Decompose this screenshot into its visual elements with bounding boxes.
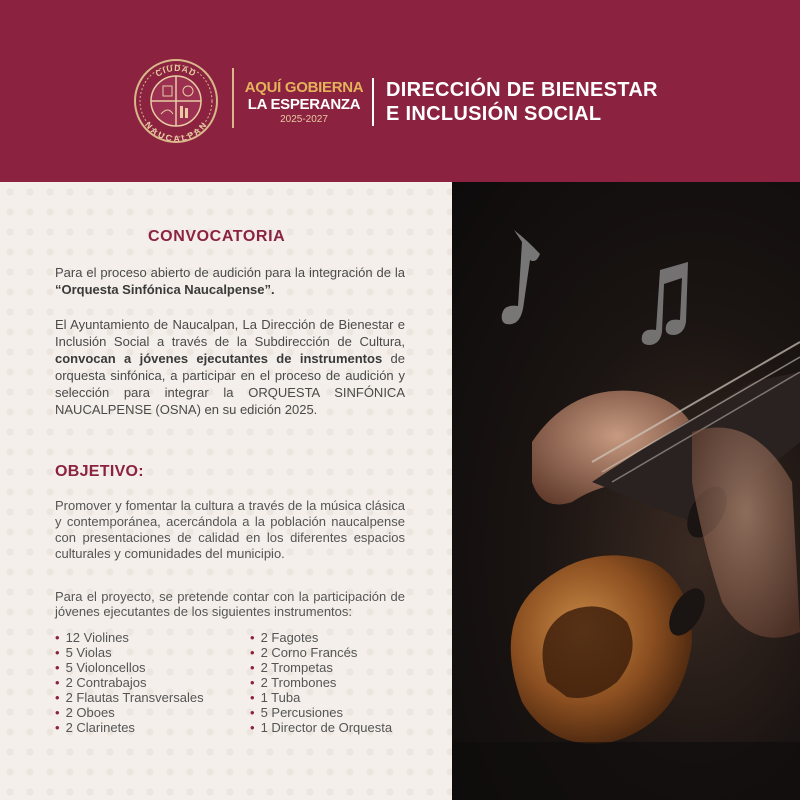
slogan-years: 2025-2027 (280, 114, 328, 125)
list-item: • 1 Director de Orquesta (250, 720, 393, 735)
list-item: • 2 Clarinetes (55, 720, 135, 735)
city-seal-icon (133, 58, 219, 144)
seal-top-text: CIUDAD (153, 62, 199, 79)
call-highlight: convocan a jóvenes ejecutantes de instrumentos (55, 351, 383, 366)
music-note-icon (502, 230, 540, 324)
list-item: • 5 Violoncellos (55, 660, 146, 675)
list-item: • 2 Corno Francés (250, 645, 358, 660)
objective-paragraph: Promover y fomentar la cultura a través de la música clásica y contemporánea, acercándola a la población naucalpense con presentaciones de calidad en los diferentes espacios culturales y comunidades del municipio. (55, 498, 405, 561)
header-divider (372, 78, 374, 126)
instruments-list-left (55, 630, 204, 735)
violin-photo (452, 182, 800, 800)
list-item: • 5 Percusiones (250, 705, 343, 720)
slogan-block (240, 80, 368, 126)
list-item: • 5 Violas (55, 645, 112, 660)
list-item: • 2 Fagotes (250, 630, 319, 645)
department-name (386, 78, 658, 126)
header-banner (0, 0, 800, 182)
call-text-1: El Ayuntamiento de Naucalpan, La Dirección de Bienestar e Inclusión Social a través de la Subdirección de Cultura, (55, 317, 405, 349)
list-item: • 2 Trombones (250, 675, 337, 690)
list-item: • 2 Oboes (55, 705, 115, 720)
orchestra-name: “Orquesta Sinfónica Naucalpense”. (55, 282, 275, 297)
slogan-line2: LA ESPERANZA (247, 96, 361, 113)
list-item: • 12 Violines (55, 630, 129, 645)
list-item: • 2 Flautas Transversales (55, 690, 204, 705)
dept-line2: E INCLUSIÓN SOCIAL (386, 103, 602, 125)
call-text-2: de orquesta sinfónica, a participar en el proceso de audición y selección para integrar la ORQUESTA SINFÓNICA NAUCALPENSE (OSNA) en su edición 2025. (55, 351, 405, 417)
list-item: • 2 Contrabajos (55, 675, 147, 690)
dept-line1: DIRECCIÓN DE BIENESTAR (386, 79, 658, 101)
seal-bottom-text: NAUCALPAN (143, 119, 209, 144)
instruments-list-right (250, 630, 392, 735)
music-note-icon (642, 262, 688, 345)
page-title: CONVOCATORIA (148, 228, 286, 245)
list-item: • 2 Trompetas (250, 660, 333, 675)
list-item: • 1 Tuba (250, 690, 301, 705)
intro-paragraph (55, 264, 405, 298)
call-paragraph (55, 316, 405, 418)
header-divider (232, 68, 234, 128)
slogan-line1: AQUÍ GOBIERNA (244, 79, 364, 96)
objective-heading: OBJETIVO: (55, 463, 144, 480)
intro-text: Para el proceso abierto de audición para la integración de la (55, 265, 405, 280)
project-paragraph: Para el proyecto, se pretende contar con la participación de jóvenes ejecutantes de los siguientes instrumentos: (55, 589, 405, 619)
